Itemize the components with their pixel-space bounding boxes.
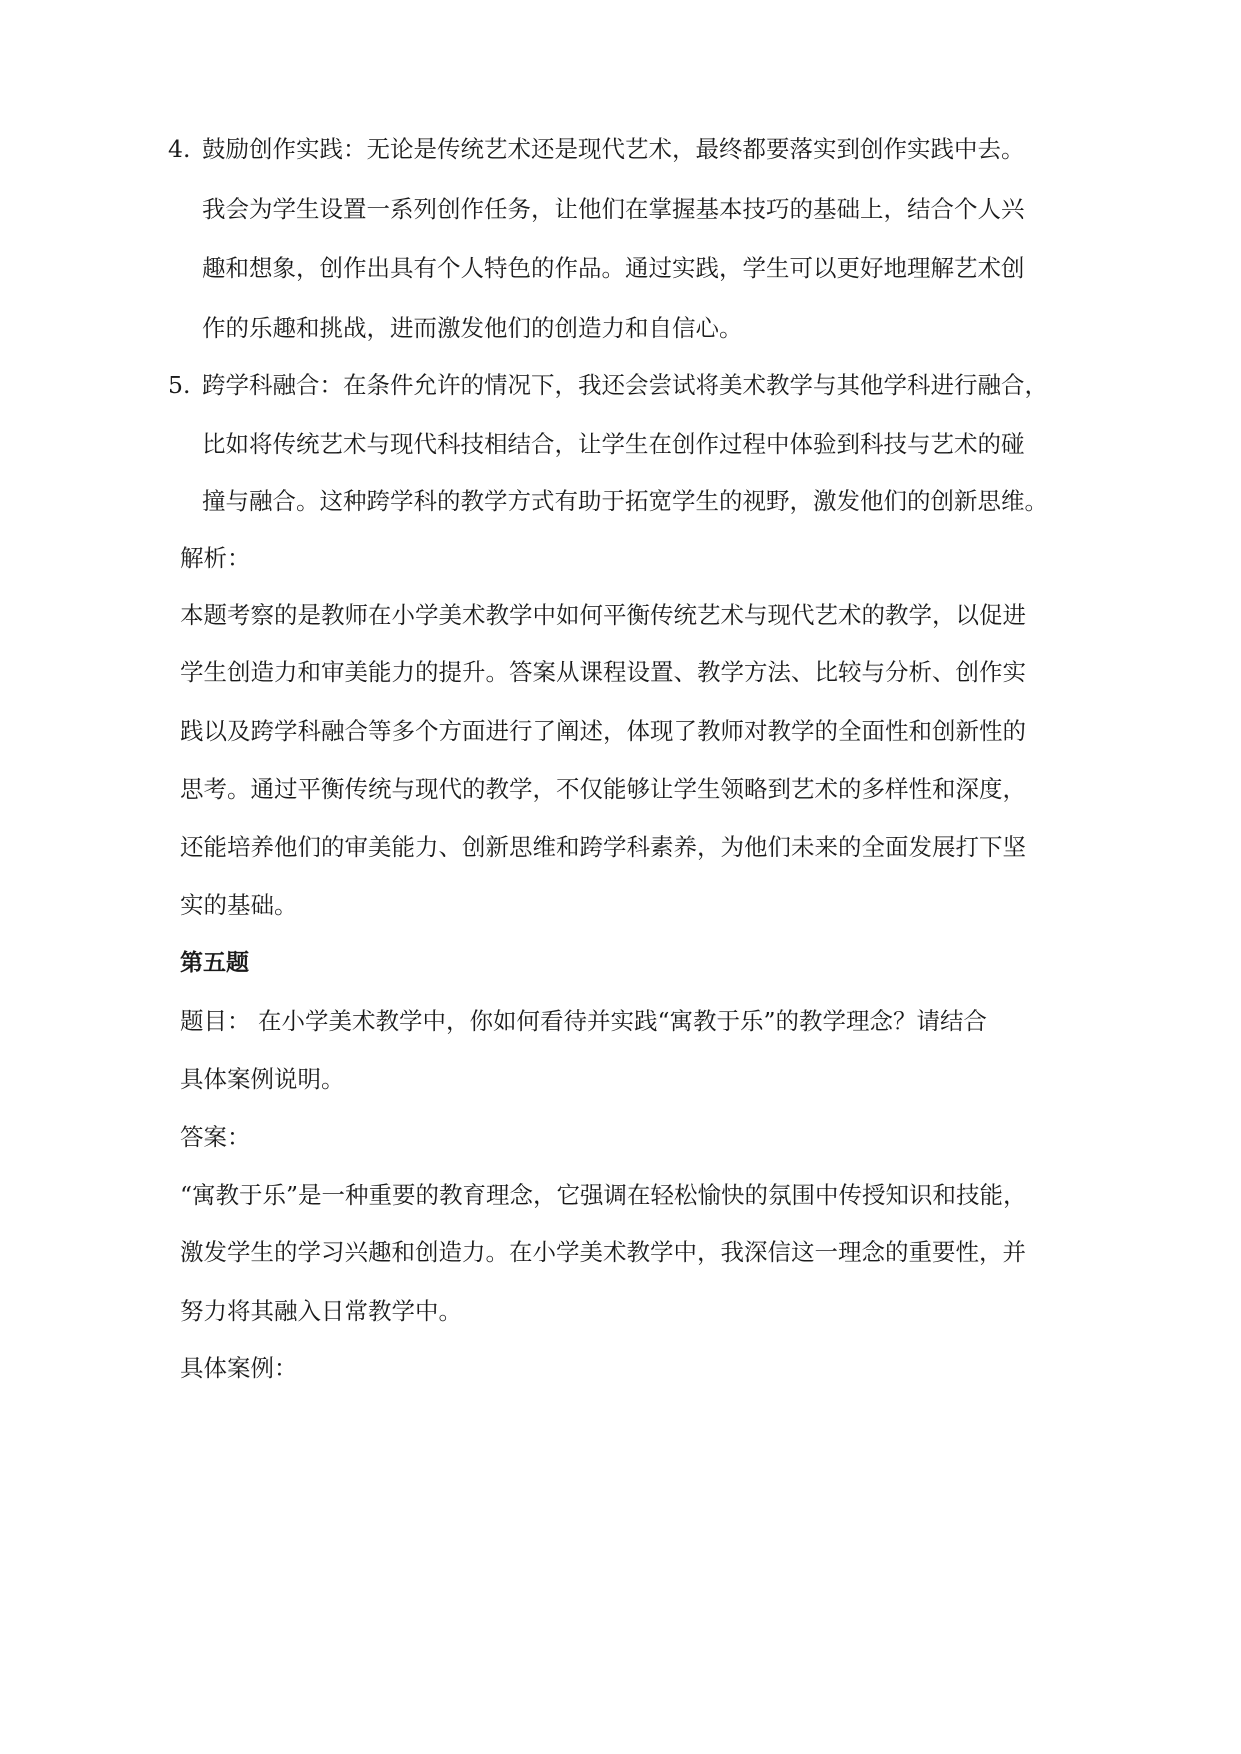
analysis-line-1: 本题考察的是教师在小学美术教学中如何平衡传统艺术与现代艺术的教学，以促进 — [180, 601, 1026, 629]
list-number-4: 4. — [168, 135, 191, 163]
analysis-label: 解析： — [180, 544, 251, 572]
question-line-2: 具体案例说明。 — [180, 1065, 345, 1093]
answer-line-3: 努力将其融入日常教学中。 — [180, 1297, 462, 1325]
analysis-line-5: 还能培养他们的审美能力、创新思维和跨学科素养，为他们未来的全面发展打下坚 — [180, 833, 1026, 861]
answer-line-2: 激发学生的学习兴趣和创造力。在小学美术教学中，我深信这一理念的重要性，并 — [180, 1238, 1026, 1266]
case-label: 具体案例： — [180, 1354, 298, 1382]
item4-line-1: 鼓励创作实践：无论是传统艺术还是现代艺术，最终都要落实到创作实践中去。 — [202, 135, 1025, 163]
item4-line-2: 我会为学生设置一系列创作任务，让他们在掌握基本技巧的基础上，结合个人兴 — [202, 195, 1025, 223]
analysis-line-6: 实的基础。 — [180, 891, 298, 919]
analysis-line-3: 践以及跨学科融合等多个方面进行了阐述，体现了教师对教学的全面性和创新性的 — [180, 717, 1026, 745]
item5-line-2: 比如将传统艺术与现代科技相结合，让学生在创作过程中体验到科技与艺术的碰 — [202, 430, 1025, 458]
analysis-line-4: 思考。通过平衡传统与现代的教学，不仅能够让学生领略到艺术的多样性和深度， — [180, 775, 1026, 803]
answer-line-1: “寓教于乐”是一种重要的教育理念，它强调在轻松愉快的氛围中传授知识和技能， — [180, 1181, 1027, 1209]
list-number-5: 5. — [168, 371, 191, 399]
item4-line-4: 作的乐趣和挑战，进而激发他们的创造力和自信心。 — [202, 314, 743, 342]
item5-line-1: 跨学科融合：在条件允许的情况下，我还会尝试将美术教学与其他学科进行融合， — [202, 371, 1048, 399]
item4-line-3: 趣和想象，创作出具有个人特色的作品。通过实践，学生可以更好地理解艺术创 — [202, 254, 1025, 282]
analysis-line-2: 学生创造力和审美能力的提升。答案从课程设置、教学方法、比较与分析、创作实 — [180, 658, 1026, 686]
item5-line-3: 撞与融合。这种跨学科的教学方式有助于拓宽学生的视野，激发他们的创新思维。 — [202, 487, 1048, 515]
answer-label: 答案： — [180, 1123, 251, 1151]
section-heading: 第五题 — [180, 950, 249, 976]
question-line-1: 题目： 在小学美术教学中，你如何看待并实践“寓教于乐”的教学理念？请结合 — [180, 1007, 987, 1035]
